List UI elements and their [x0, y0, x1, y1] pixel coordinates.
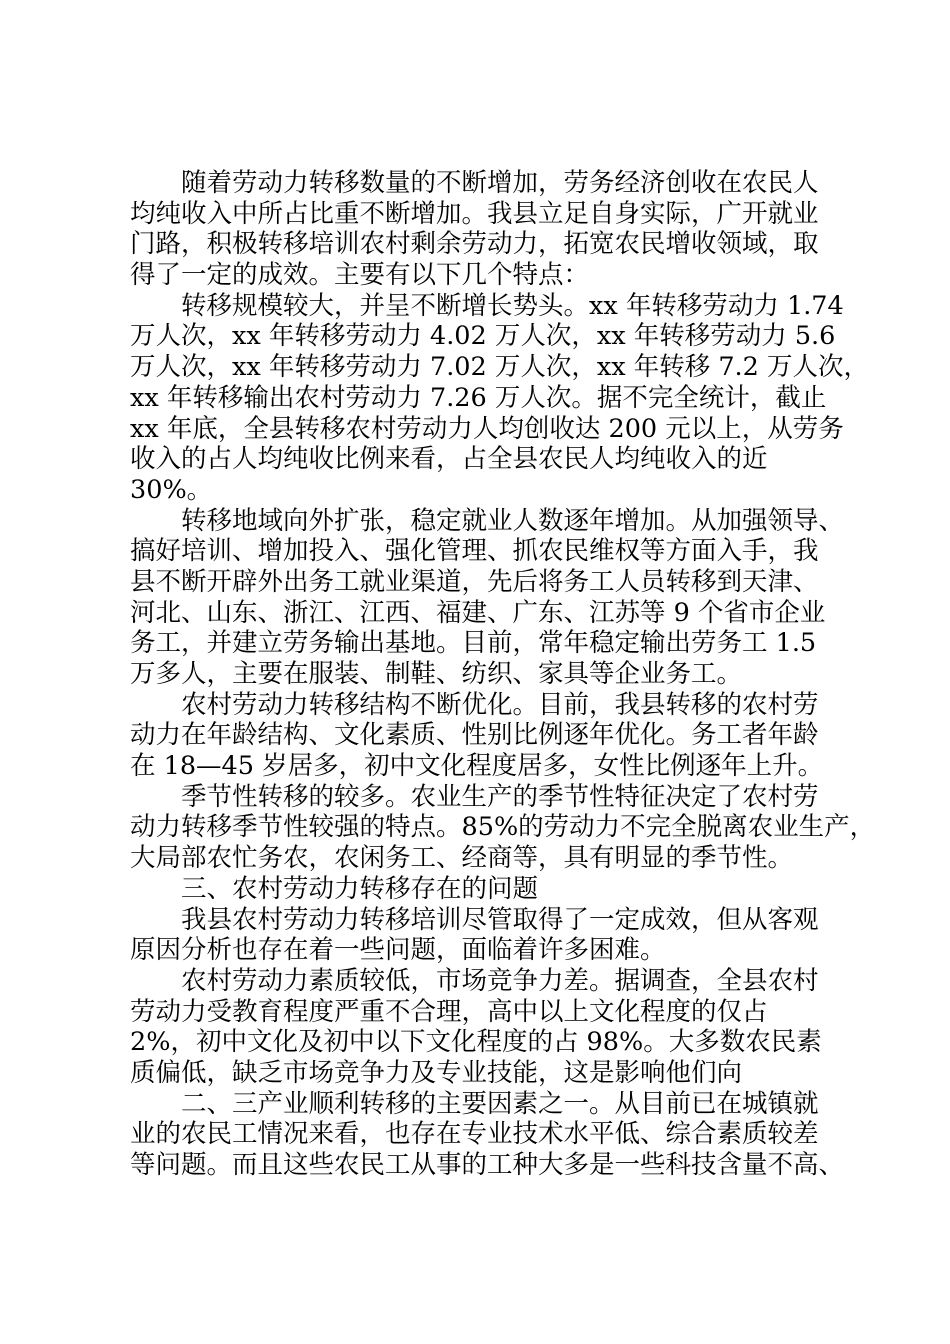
- document-body: [130, 168, 890, 1181]
- paragraph-line: 万人次，xx 年转移劳动力 7.02 万人次，xx 年转移 7.2 万人次，: [130, 352, 869, 383]
- paragraph-line: 得了一定的成效。主要有以下几个特点：: [130, 260, 590, 291]
- paragraph-line: 收入的占人均纯收比例来看，占全县农民人均纯收入的近: [130, 444, 768, 475]
- paragraph-line: 务工，并建立劳务输出基地。目前，常年稳定输出劳务工 1.5: [130, 628, 817, 659]
- paragraph-transfer-scale: [130, 291, 890, 506]
- paragraph-line: 动力转移季节性较强的特点。85%的劳动力不完全脱离农业生产，: [130, 812, 876, 843]
- paragraph-line: 二、三产业顺利转移的主要因素之一。从目前已在城镇就: [181, 1088, 819, 1119]
- paragraph-line: 河北、山东、浙江、江西、福建、广东、江苏等 9 个省市企业: [130, 597, 826, 628]
- paragraph-line: 季节性转移的较多。农业生产的季节性特征决定了农村劳: [181, 781, 819, 812]
- paragraph-line: 均纯收入中所占比重不断增加。我县立足自身实际，广开就业: [130, 198, 819, 229]
- paragraph-line: 质偏低，缺乏市场竞争力及专业技能，这是影响他们向: [130, 1057, 743, 1088]
- paragraph-line: 业的农民工情况来看，也存在专业技术水平低、综合素质较差: [130, 1119, 819, 1150]
- paragraph-line: 大局部农忙务农，农闲务工、经商等，具有明显的季节性。: [130, 843, 794, 874]
- paragraph-seasonal-transfer: [130, 782, 890, 874]
- paragraph-line: 随着劳动力转移数量的不断增加，劳务经济创收在农民人: [181, 168, 819, 198]
- paragraph-line: xx 年转移输出农村劳动力 7.26 万人次。据不完全统计，截止: [130, 382, 827, 413]
- paragraph-line: 劳动力受教育程度严重不合理，高中以上文化程度的仅占: [130, 996, 768, 1027]
- section-heading: [130, 874, 890, 905]
- paragraph-line: 万多人，主要在服装、制鞋、纺织、家具等企业务工。: [130, 659, 743, 689]
- paragraph-line: 等问题。而且这些农民工从事的工种大多是一些科技含量不高、: [130, 1150, 845, 1180]
- paragraph-line: 农村劳动力素质较低，市场竞争力差。据调查，全县农村: [181, 965, 819, 996]
- paragraph-line: 搞好培训、增加投入、强化管理、抓农民维权等方面入手，我: [130, 536, 819, 567]
- paragraph-line: 县不断开辟外出务工就业渠道，先后将务工人员转移到天津、: [130, 566, 819, 597]
- paragraph-line: 动力在年龄结构、文化素质、性别比例逐年优化。务工者年龄: [130, 720, 819, 751]
- paragraph-line: 在 18—45 岁居多，初中文化程度居多，女性比例逐年上升。: [130, 751, 824, 782]
- paragraph-line: 原因分析也存在着一些问题，面临着许多困难。: [130, 935, 666, 966]
- paragraph-line: xx 年底，全县转移农村劳动力人均创收达 200 元以上，从劳务: [130, 413, 844, 444]
- paragraph-industry-transfer: [130, 1089, 890, 1181]
- paragraph-line: 门路，积极转移培训农村剩余劳动力，拓宽农民增收领域，取: [130, 229, 819, 260]
- paragraph-line: 30%。: [130, 474, 213, 505]
- paragraph-transfer-region: [130, 506, 890, 690]
- section-heading-text: 三、农村劳动力转移存在的问题: [181, 873, 539, 904]
- paragraph-line: 2%，初中文化及初中以下文化程度的占 98%。大多数农民素: [130, 1027, 822, 1058]
- paragraph-problems-intro: [130, 905, 890, 966]
- paragraph-line: 转移地域向外扩张，稳定就业人数逐年增加。从加强领导、: [181, 505, 845, 536]
- paragraph-transfer-structure: [130, 690, 890, 782]
- paragraph-line: 农村劳动力转移结构不断优化。目前，我县转移的农村劳: [181, 689, 819, 720]
- paragraph-line: 转移规模较大，并呈不断增长势头。xx 年转移劳动力 1.74: [181, 290, 844, 321]
- paragraph-low-quality: [130, 966, 890, 1089]
- paragraph-line: 万人次，xx 年转移劳动力 4.02 万人次，xx 年转移劳动力 5.6: [130, 321, 836, 352]
- paragraph-intro: [130, 168, 890, 291]
- paragraph-line: 我县农村劳动力转移培训尽管取得了一定成效，但从客观: [181, 904, 819, 935]
